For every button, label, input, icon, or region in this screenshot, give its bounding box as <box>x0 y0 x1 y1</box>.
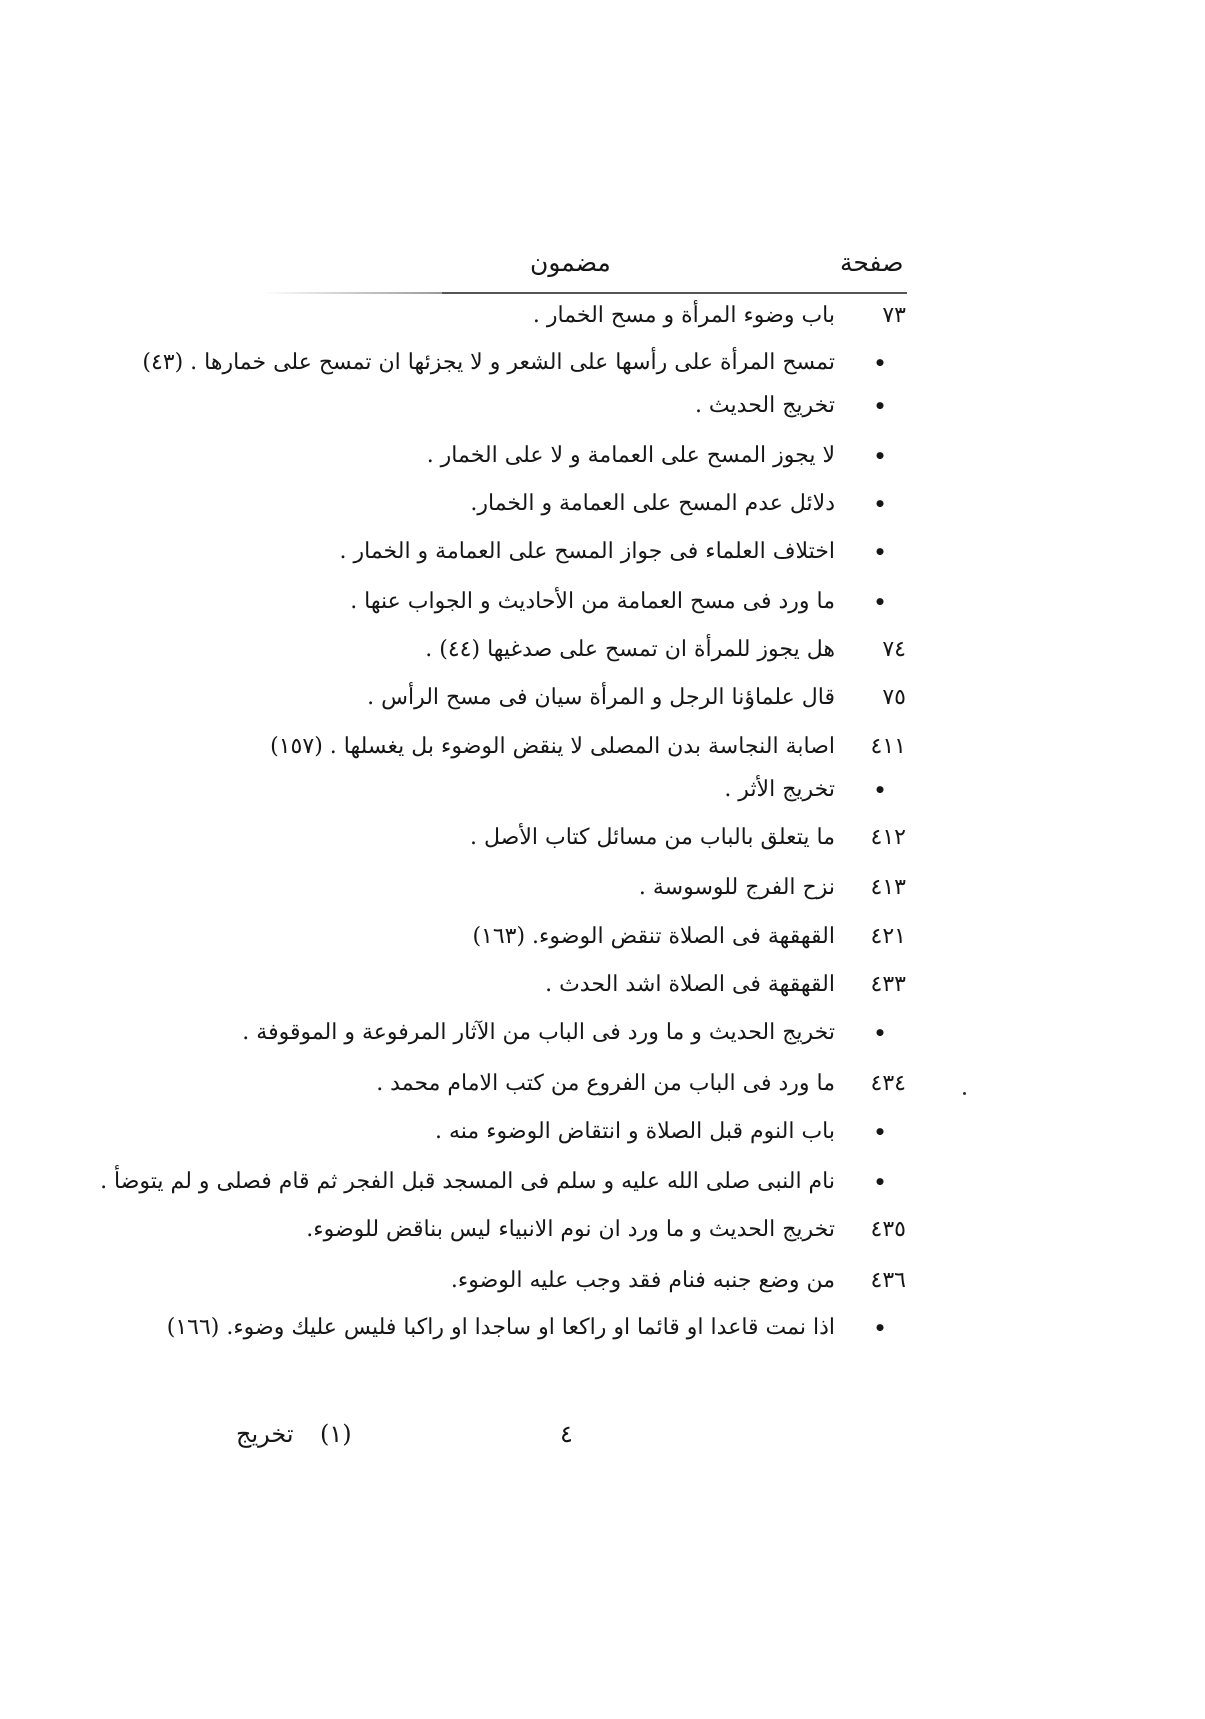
entry-text: تخريج الأثر . <box>724 777 835 802</box>
index-entry <box>0 1067 1205 1101</box>
index-entry <box>0 389 1205 423</box>
index-entry <box>0 1213 1205 1247</box>
content-column-header: مضمون <box>530 248 611 277</box>
footnote-marker: (١) <box>320 1420 352 1448</box>
page-folio: ٤ <box>560 1420 573 1448</box>
entry-page-number: ٧٣ <box>882 303 906 328</box>
catchword: تخريج <box>236 1420 294 1448</box>
entry-page-number: ٤٣٥ <box>870 1217 906 1242</box>
entry-page-number: ٤٣٤ <box>870 1071 906 1096</box>
entry-page-number: ٤١٢ <box>870 825 906 850</box>
entry-text: قال علماؤنا الرجل و المرأة سيان فى مسح الرأس . <box>367 685 835 710</box>
entry-text: هل يجوز للمرأة ان تمسح على صدغيها (٤٤) . <box>425 637 835 662</box>
entry-text: لا يجوز المسح على العمامة و لا على الخمار . <box>426 443 835 468</box>
entry-text: تخريج الحديث . <box>694 393 835 418</box>
entry-text: القهقهة فى الصلاة تنقض الوضوء. (١٦٣) <box>472 924 835 949</box>
entry-text: تخريج الحديث و ما ورد ان نوم الانبياء ليس بناقض للوضوء. <box>306 1217 835 1242</box>
index-entry <box>0 821 1205 855</box>
entry-bullet: • <box>873 590 887 614</box>
index-entry <box>0 346 1205 380</box>
entry-text: القهقهة فى الصلاة اشد الحدث . <box>545 972 835 997</box>
entry-bullet: • <box>873 351 887 375</box>
entry-bullet: • <box>873 540 887 564</box>
entry-text: اذا نمت قاعدا او قائما او راكعا او ساجدا او راكبا فليس عليك وضوء. (١٦٦) <box>166 1315 835 1340</box>
page-speck <box>963 1092 966 1095</box>
entry-bullet: • <box>873 444 887 468</box>
entry-bullet: • <box>873 394 887 418</box>
entry-bullet: • <box>873 1170 887 1194</box>
index-entry <box>0 1016 1205 1050</box>
entry-text: اختلاف العلماء فى جواز المسح على العمامة و الخمار . <box>339 539 835 564</box>
index-entry <box>0 871 1205 905</box>
index-entry <box>0 299 1205 333</box>
entry-page-number: ٧٤ <box>882 637 906 662</box>
index-entry <box>0 920 1205 954</box>
index-entry <box>0 681 1205 715</box>
index-entry <box>0 1165 1205 1199</box>
index-entry <box>0 1115 1205 1149</box>
index-entry <box>0 535 1205 569</box>
entry-text: ما ورد فى مسح العمامة من الأحاديث و الجواب عنها . <box>350 589 835 614</box>
entry-bullet: • <box>873 778 887 802</box>
entry-page-number: ٤٣٣ <box>870 972 906 997</box>
entry-bullet: • <box>873 492 887 516</box>
index-entry <box>0 968 1205 1002</box>
page-column-header: صفحة <box>840 248 904 277</box>
entry-page-number: ٤١٣ <box>870 875 906 900</box>
index-entry <box>0 633 1205 667</box>
entry-page-number: ٤١١ <box>870 734 906 759</box>
entry-bullet: • <box>873 1021 887 1045</box>
entry-page-number: ٤٣٦ <box>870 1268 906 1293</box>
entry-bullet: • <box>873 1316 887 1340</box>
entry-text: تخريج الحديث و ما ورد فى الباب من الآثار المرفوعة و الموقوفة . <box>242 1020 835 1045</box>
index-entry <box>0 1311 1205 1345</box>
entry-text: من وضع جنبه فنام فقد وجب عليه الوضوء. <box>450 1268 835 1293</box>
entry-text: دلائل عدم المسح على العمامة و الخمار. <box>470 491 835 516</box>
entry-page-number: ٧٥ <box>882 685 906 710</box>
entry-text: ما ورد فى الباب من الفروع من كتب الامام محمد . <box>376 1071 835 1096</box>
entry-text: نام النبى صلى الله عليه و سلم فى المسجد قبل الفجر ثم قام فصلى و لم يتوضأ . <box>100 1169 835 1194</box>
index-entry <box>0 439 1205 473</box>
index-entry <box>0 585 1205 619</box>
entry-page-number: ٤٢١ <box>870 924 906 949</box>
entry-text: نزح الفرج للوسوسة . <box>638 875 835 900</box>
entry-bullet: • <box>873 1120 887 1144</box>
entry-text: اصابة النجاسة بدن المصلى لا ينقض الوضوء بل يغسلها . (١٥٧) <box>270 734 835 759</box>
index-entry <box>0 487 1205 521</box>
index-entry <box>0 1264 1205 1298</box>
entry-text: تمسح المرأة على رأسها على الشعر و لا يجزئها ان تمسح على خمارها . (٤٣) <box>142 350 835 375</box>
index-entry <box>0 773 1205 807</box>
entry-text: ما يتعلق بالباب من مسائل كتاب الأصل . <box>470 825 835 850</box>
entry-text: باب النوم قبل الصلاة و انتقاض الوضوء منه . <box>435 1119 835 1144</box>
entry-text: باب وضوء المرأة و مسح الخمار . <box>532 303 835 328</box>
index-entry <box>0 730 1205 764</box>
